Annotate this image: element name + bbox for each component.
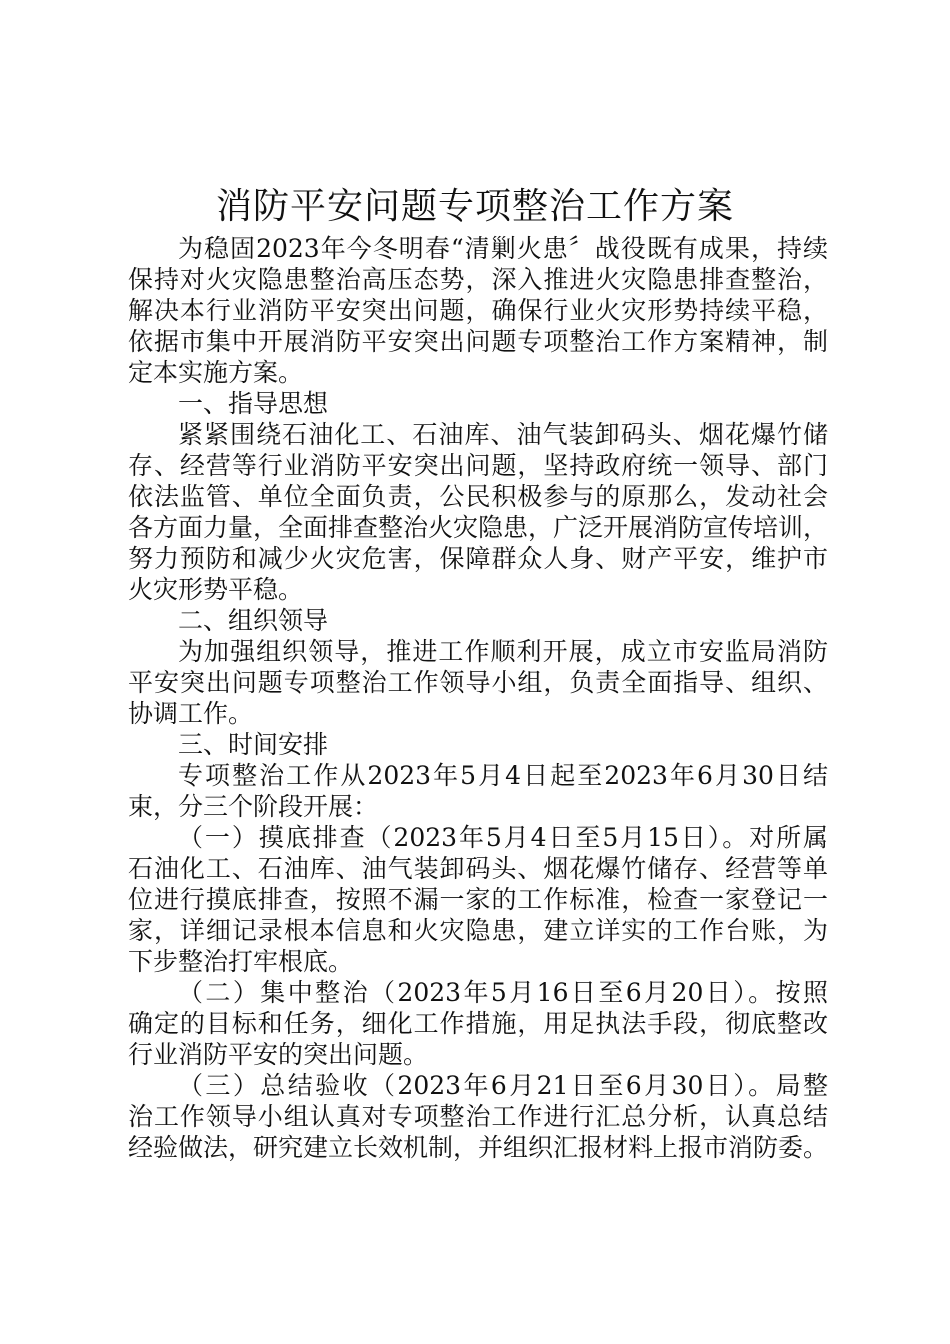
section-heading: 三、时间安排 [178, 730, 329, 759]
paragraph-line: 为稳固2023年今冬明春“清剿火患〞战役既有成果，持续 [178, 234, 828, 263]
paragraph-line: 存、经营等行业消防平安突出问题，坚持政府统一领导、部门 [128, 451, 828, 480]
paragraph-line: 依据市集中开展消防平安突出问题专项整治工作方案精神，制 [128, 327, 828, 356]
paragraph-line: 为加强组织领导，推进工作顺利开展，成立市安监局消防 [178, 637, 828, 666]
paragraph-line: 努力预防和减少火灾危害，保障群众人身、财产平安，维护市 [128, 544, 828, 573]
paragraph-line: （二）集中整治（2023年5月16日至6月20日）。按照 [178, 978, 828, 1007]
paragraph-line: 火灾形势平稳。 [128, 575, 304, 604]
paragraph-line: 紧紧围绕石油化工、石油库、油气装卸码头、烟花爆竹储 [178, 420, 828, 449]
paragraph-line: 专项整治工作从2023年5月4日起至2023年6月30日结 [178, 761, 828, 790]
paragraph-line: 下步整治打牢根底。 [128, 947, 354, 976]
paragraph-line: 定本实施方案。 [128, 358, 304, 387]
paragraph-line: （一）摸底排查（2023年5月4日至5月15日）。对所属 [178, 823, 828, 852]
paragraph-line: 经验做法，研究建立长效机制，并组织汇报材料上报市消防委。 [128, 1133, 829, 1162]
document-body [128, 233, 828, 1163]
paragraph-line: （三）总结验收（2023年6月21日至6月30日）。局整 [178, 1071, 828, 1100]
document-title: 消防平安问题专项整治工作方案 [215, 186, 734, 227]
section-heading: 二、组织领导 [178, 606, 329, 635]
paragraph-line: 束，分三个阶段开展： [128, 792, 379, 821]
paragraph-line: 协调工作。 [128, 699, 254, 728]
paragraph-line: 解决本行业消防平安突出问题，确保行业火灾形势持续平稳， [128, 296, 828, 325]
paragraph-line: 家，详细记录根本信息和火灾隐患，建立详实的工作台账，为 [128, 916, 828, 945]
paragraph-line: 位进行摸底排查，按照不漏一家的工作标准，检查一家登记一 [128, 885, 828, 914]
paragraph-line: 依法监管、单位全面负责，公民积极参与的原那么，发动社会 [128, 482, 828, 511]
paragraph-line: 各方面力量，全面排查整治火灾隐患，广泛开展消防宣传培训， [128, 513, 829, 542]
paragraph-line: 石油化工、石油库、油气装卸码头、烟花爆竹储存、经营等单 [128, 854, 828, 883]
section-heading: 一、指导思想 [178, 389, 329, 418]
paragraph-line: 行业消防平安的突出问题。 [128, 1040, 429, 1069]
paragraph-line: 平安突出问题专项整治工作领导小组，负责全面指导、组织、 [128, 668, 828, 697]
paragraph-line: 治工作领导小组认真对专项整治工作进行汇总分析，认真总结 [128, 1102, 828, 1131]
paragraph-line: 保持对火灾隐患整治高压态势，深入推进火灾隐患排查整治， [128, 265, 828, 294]
paragraph-line: 确定的目标和任务，细化工作措施，用足执法手段，彻底整改 [128, 1009, 828, 1038]
